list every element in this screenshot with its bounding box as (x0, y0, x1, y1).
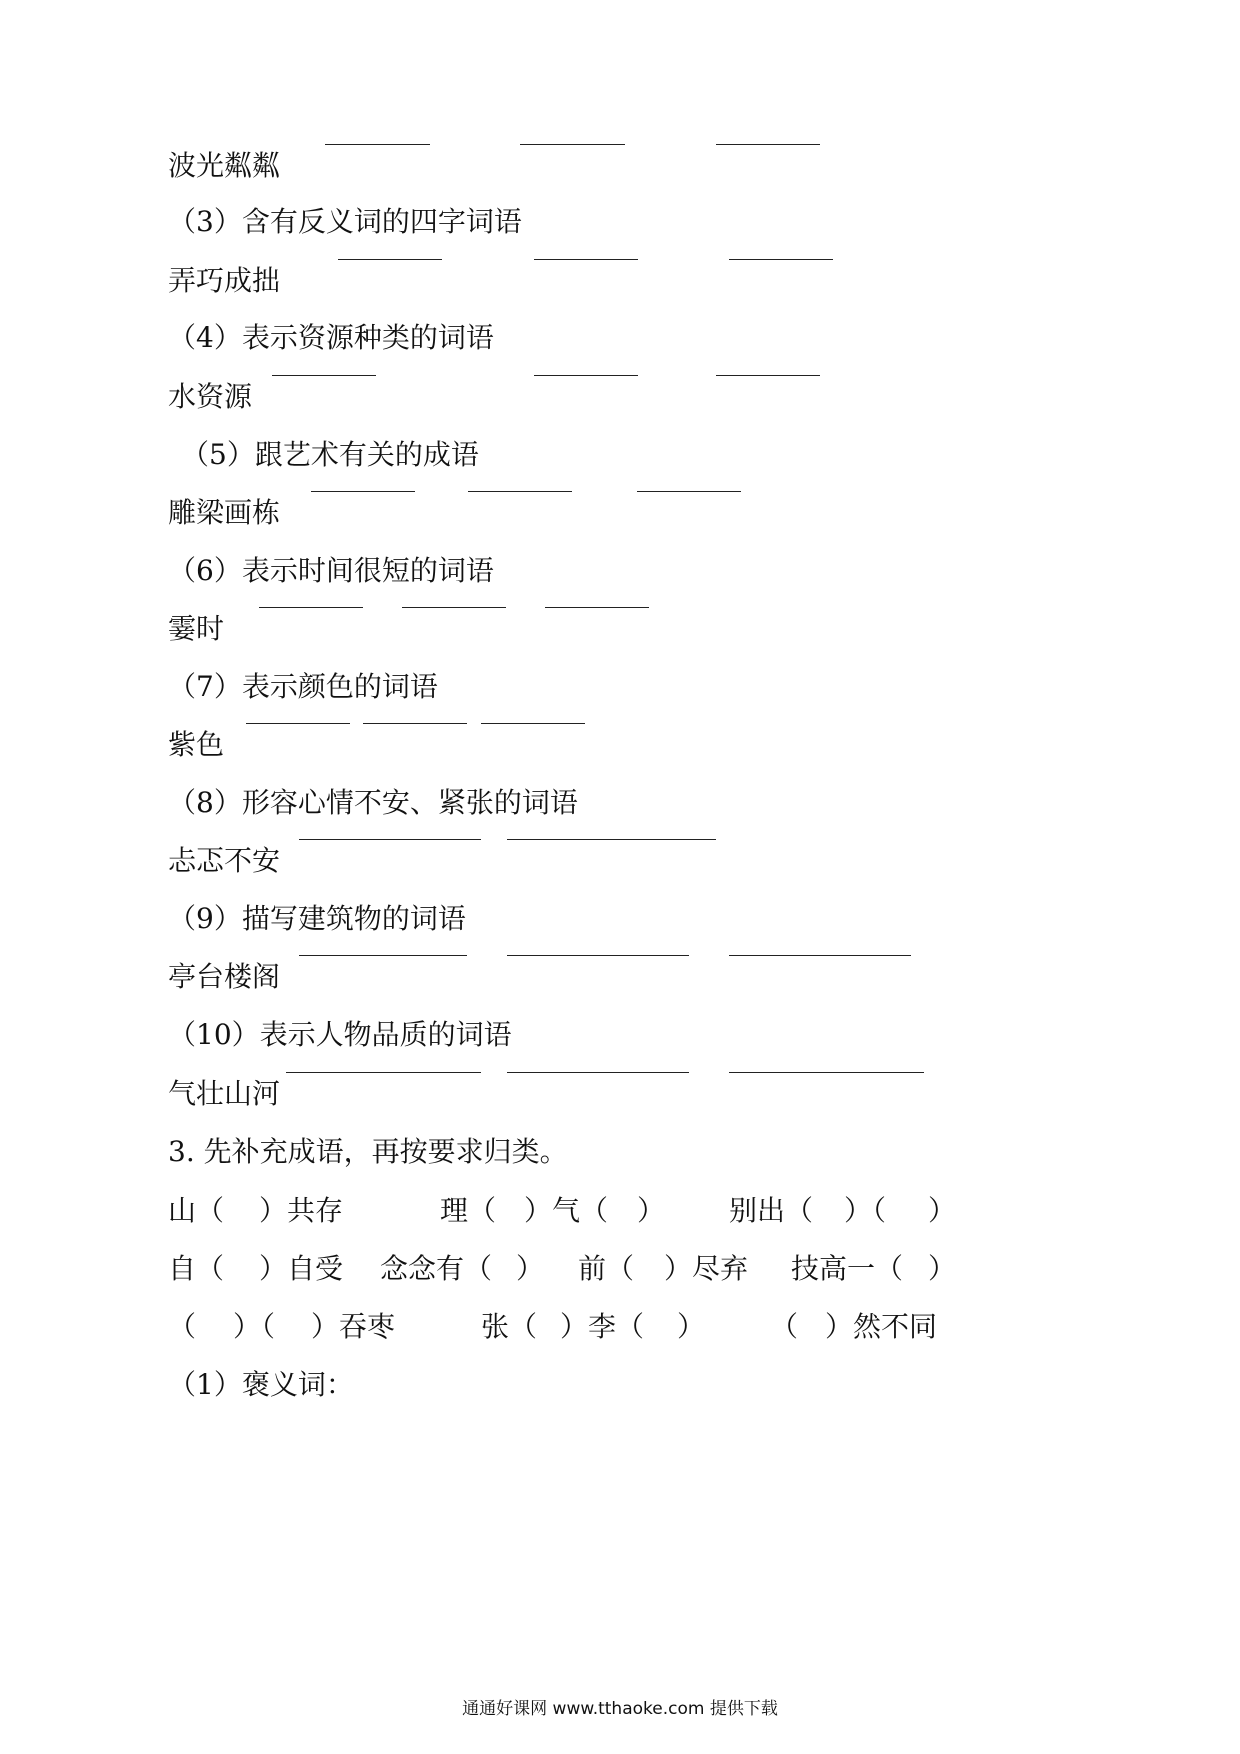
answer-blank[interactable] (468, 491, 572, 492)
answer-blank[interactable] (507, 1072, 689, 1073)
idiom-text: ） (928, 1252, 957, 1285)
heading-9 (0, 897, 1240, 941)
answer-blank[interactable] (545, 607, 649, 608)
idiom-text: ）（ (233, 1310, 276, 1343)
section-heading: （9）描写建筑物的词语 (168, 902, 466, 935)
answer-blank[interactable] (363, 723, 467, 724)
answer-blank[interactable] (402, 607, 506, 608)
answer-blank[interactable] (325, 144, 430, 145)
idiom-row-1 (0, 1189, 1240, 1233)
idiom-text: ） (516, 1252, 545, 1285)
line-qizhuang (0, 1072, 1240, 1116)
section-heading: （3）含有反义词的四字词语 (168, 205, 522, 238)
idiom-text: 理（ (440, 1194, 497, 1227)
section-heading: （7）表示颜色的词语 (168, 670, 438, 703)
answer-blank[interactable] (637, 491, 741, 492)
example-word: 雕梁画栋 (168, 496, 281, 529)
example-word: 忐忑不安 (168, 844, 281, 877)
answer-blank[interactable] (716, 144, 820, 145)
example-word: 霎时 (168, 612, 225, 645)
answer-blank[interactable] (729, 955, 911, 956)
example-word: 波光粼粼 (168, 149, 281, 182)
heading-3 (0, 200, 1240, 244)
section-heading: （10）表示人物品质的词语 (168, 1018, 512, 1051)
section-heading: （4）表示资源种类的词语 (168, 321, 494, 354)
heading-7 (0, 665, 1240, 709)
heading-10 (0, 1013, 1240, 1057)
idiom-text: ）然不同 (825, 1310, 938, 1343)
line-shuiziyuan (0, 375, 1240, 419)
line-diaoliang (0, 491, 1240, 535)
answer-blank[interactable] (246, 723, 350, 724)
example-word: 气壮山河 (168, 1077, 281, 1110)
idiom-text: ） (637, 1194, 666, 1227)
idiom-text: ）吞枣 (311, 1310, 396, 1343)
answer-blank[interactable] (507, 839, 716, 840)
example-word: 紫色 (168, 728, 225, 761)
question-heading: 3. 先补充成语，再按要求归类。 (168, 1135, 568, 1168)
question-3 (0, 1130, 1240, 1174)
answer-blank[interactable] (534, 375, 638, 376)
answer-blank[interactable] (507, 955, 689, 956)
answer-blank[interactable] (311, 491, 415, 492)
heading-4 (0, 316, 1240, 360)
idiom-text: 自（ (168, 1252, 225, 1285)
line-nongqiao (0, 259, 1240, 303)
line-tante (0, 839, 1240, 883)
idiom-text: ）自受 (259, 1252, 344, 1285)
answer-blank[interactable] (534, 259, 638, 260)
sub-heading-1 (0, 1363, 1240, 1407)
answer-blank[interactable] (259, 607, 363, 608)
idiom-text: 张（ (481, 1310, 538, 1343)
answer-blank[interactable] (520, 144, 625, 145)
idiom-text: ）共存 (259, 1194, 344, 1227)
idiom-text: 别出（ (729, 1194, 814, 1227)
answer-blank[interactable] (729, 1072, 924, 1073)
idiom-text: 山（ (168, 1194, 225, 1227)
line-shashi (0, 607, 1240, 651)
idiom-text: ）（ (844, 1194, 887, 1227)
answer-blank[interactable] (272, 375, 376, 376)
idiom-row-2 (0, 1247, 1240, 1291)
idiom-text: ）李（ (560, 1310, 645, 1343)
page-footer: 通通好课网 www.tthaoke.com 提供下载 (462, 1699, 778, 1719)
sub-heading: （1）褒义词： (168, 1368, 354, 1401)
section-heading: （8）形容心情不安、紧张的词语 (168, 786, 578, 819)
line-zise (0, 723, 1240, 767)
idiom-text: 念念有（ (380, 1252, 493, 1285)
line-tingtai (0, 955, 1240, 999)
answer-blank[interactable] (338, 259, 442, 260)
example-word: 亭台楼阁 (168, 960, 281, 993)
section-heading: （6）表示时间很短的词语 (168, 554, 494, 587)
example-word: 弄巧成拙 (168, 264, 281, 297)
idiom-text: 技高一（ (791, 1252, 904, 1285)
answer-blank[interactable] (299, 839, 481, 840)
idiom-text: ）尽弃 (664, 1252, 749, 1285)
idiom-text: （ (770, 1310, 799, 1343)
idiom-text: ）气（ (524, 1194, 609, 1227)
answer-blank[interactable] (729, 259, 833, 260)
idiom-row-3 (0, 1305, 1240, 1349)
idiom-text: （ (168, 1310, 197, 1343)
idiom-text: ） (677, 1310, 706, 1343)
answer-blank[interactable] (286, 1072, 481, 1073)
idiom-text: 前（ (578, 1252, 635, 1285)
line-boguang (0, 144, 1240, 188)
idiom-text: ） (928, 1194, 957, 1227)
answer-blank[interactable] (481, 723, 585, 724)
example-word: 水资源 (168, 380, 253, 413)
section-heading: （5）跟艺术有关的成语 (181, 438, 479, 471)
answer-blank[interactable] (716, 375, 820, 376)
heading-6 (0, 549, 1240, 593)
heading-5 (0, 433, 1240, 477)
answer-blank[interactable] (299, 955, 467, 956)
heading-8 (0, 781, 1240, 825)
